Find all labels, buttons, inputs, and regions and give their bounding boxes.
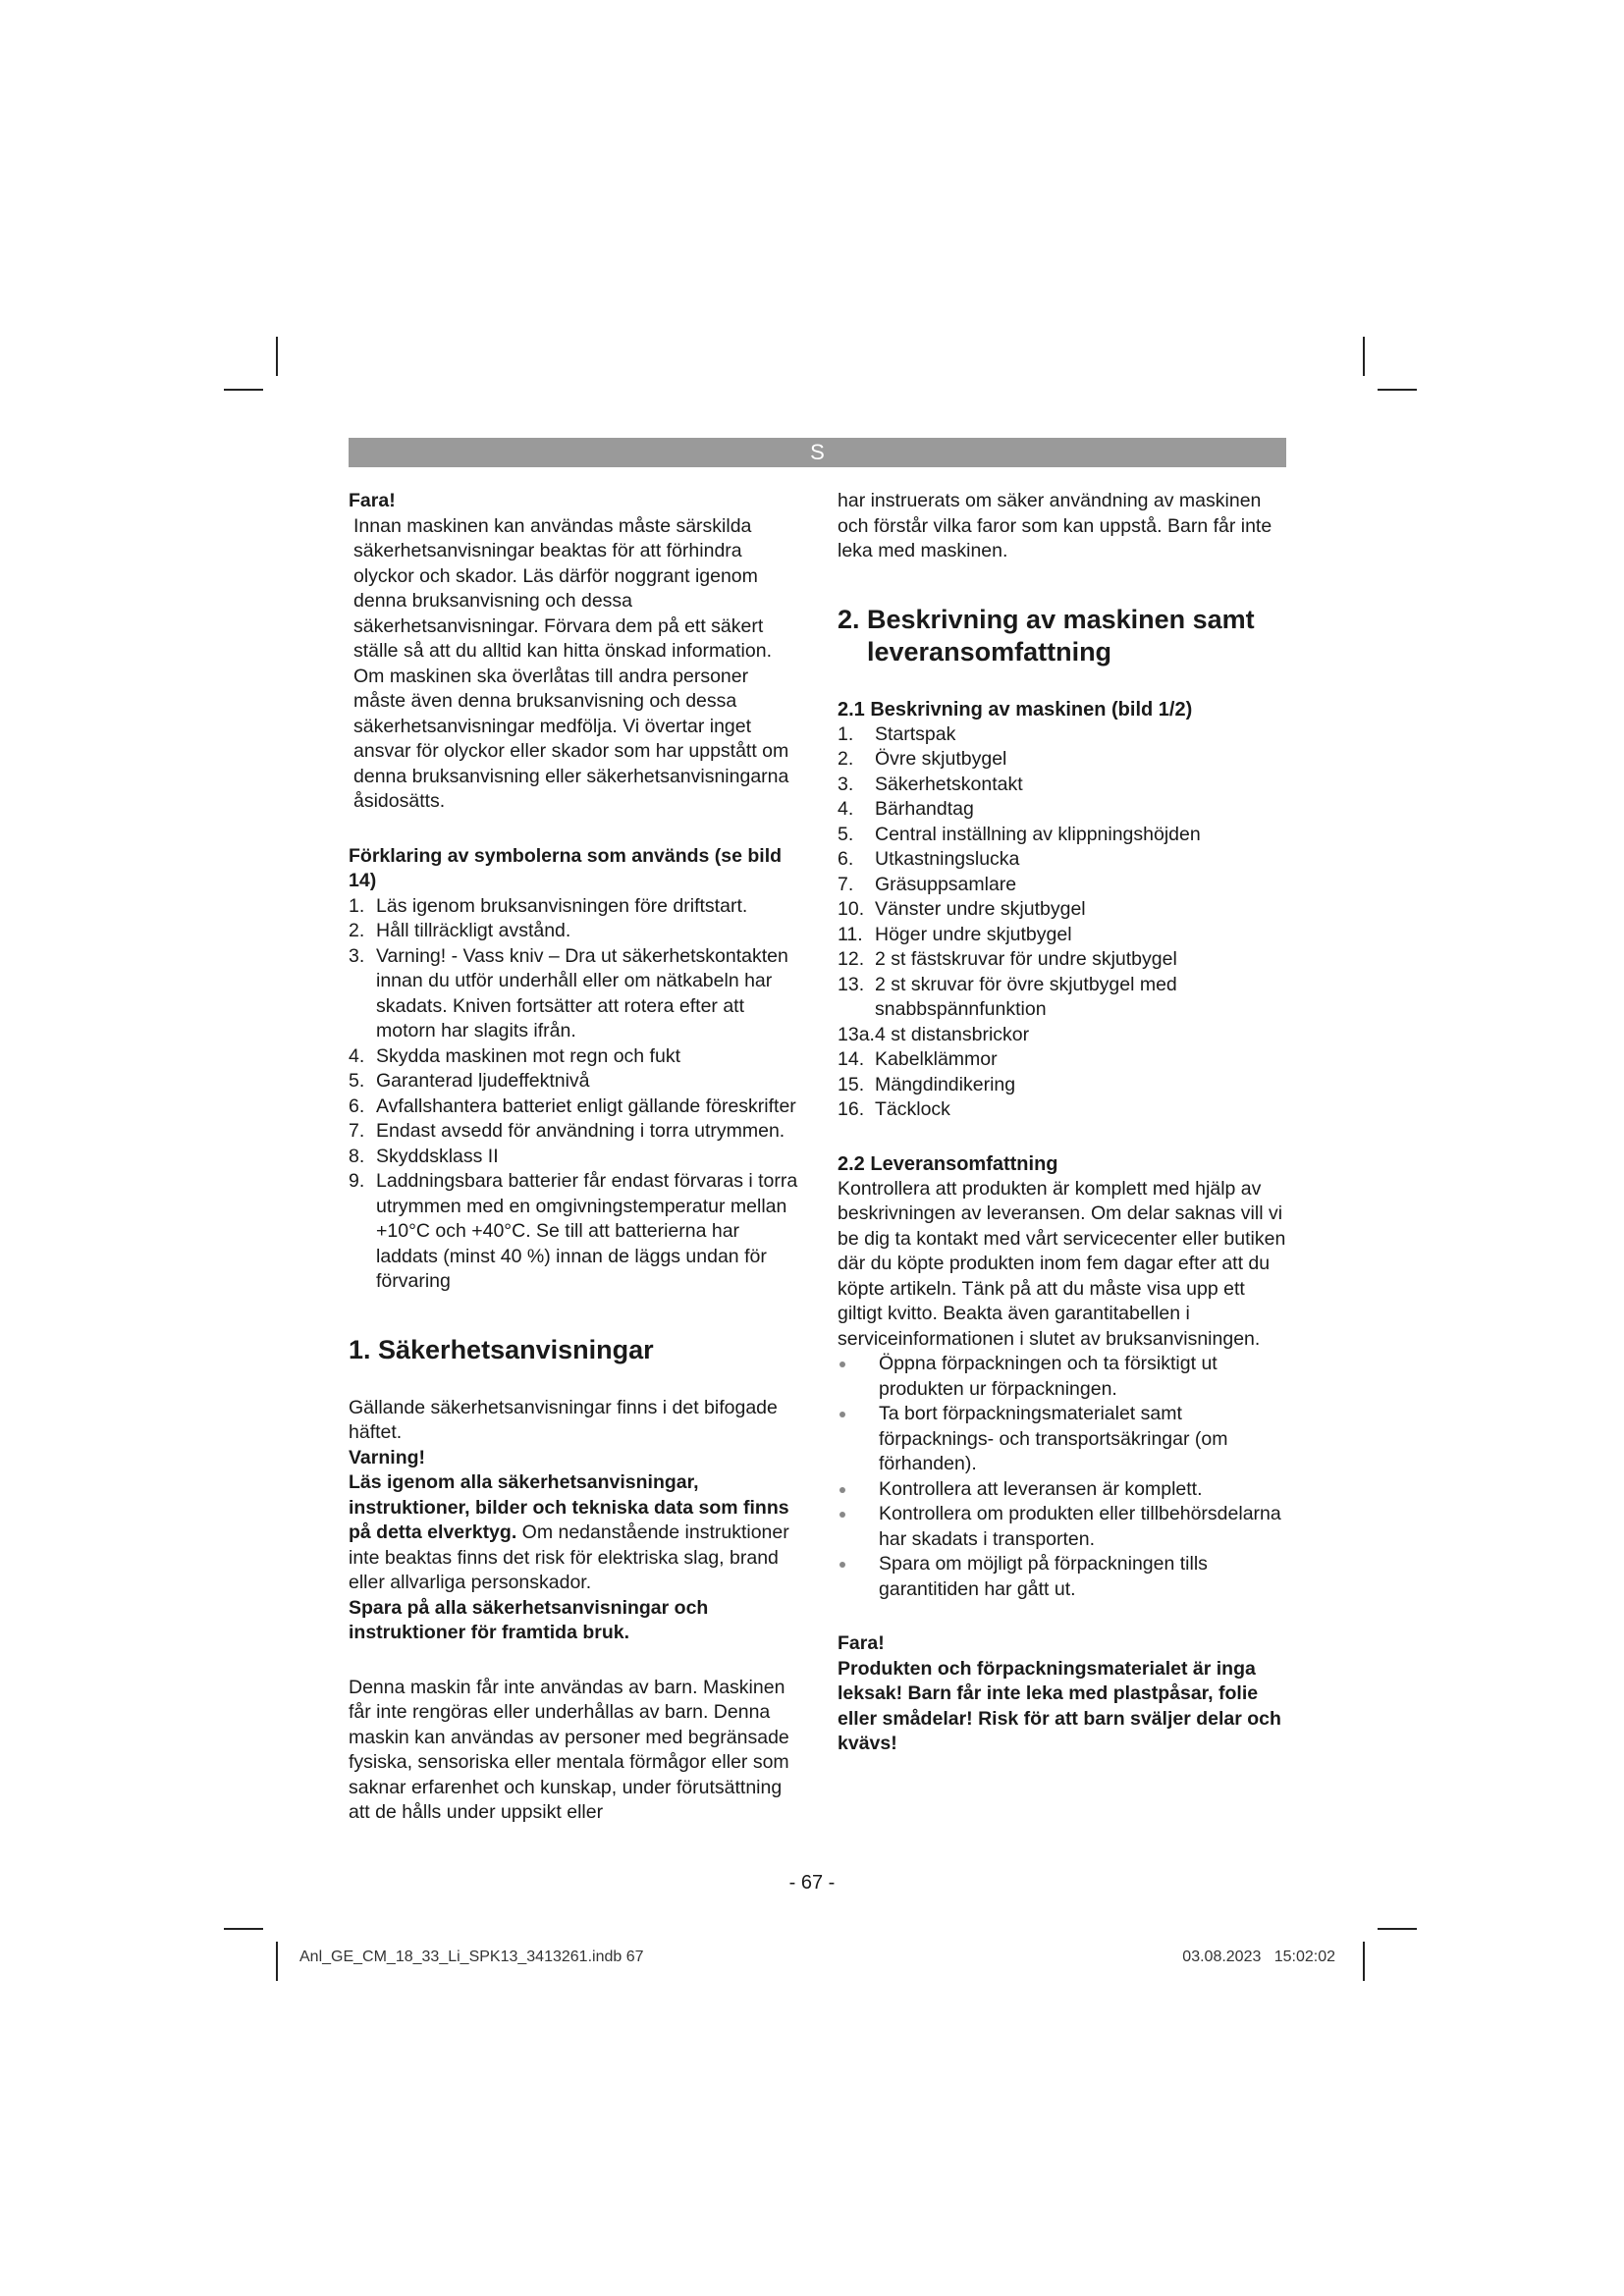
part-item-text: Vänster undre skjutbygel (875, 898, 1086, 920)
symbol-item-text: Skyddsklass II (376, 1145, 499, 1167)
part-item (838, 947, 1289, 973)
symbol-item-number: 4. (349, 1044, 365, 1067)
danger-heading: Fara! (349, 490, 396, 511)
part-item-number: 15. (838, 1073, 865, 1095)
part-item (838, 1073, 1289, 1098)
crop-mark-br-v (1363, 1942, 1365, 1981)
part-item-number: 14. (838, 1048, 865, 1070)
symbol-item-text: Avfallshantera batteriet enligt gällande föreskrifter (376, 1095, 796, 1117)
symbol-item (349, 1119, 800, 1145)
symbol-item (349, 944, 800, 1044)
part-item-text: 2 st skruvar för övre skjutbygel med snabbspännfunktion (875, 973, 1177, 1020)
part-item-number: 1. (838, 722, 854, 745)
print-date: 03.08.2023 (1182, 1949, 1262, 1965)
part-item (838, 923, 1289, 948)
print-time: 15:02:02 (1273, 1949, 1335, 1965)
part-item (838, 773, 1289, 798)
part-item-text: Bärhandtag (875, 798, 974, 820)
part-item (838, 1097, 1289, 1123)
section-1-heading (349, 1334, 800, 1366)
parts-list (838, 722, 1289, 1123)
part-item-number: 4. (838, 798, 854, 820)
section-1-children-text: Denna maskin får inte användas av barn. Maskinen får inte rengöras eller underhållas av barn. Denna maskin kan användas av personer med begränsade fysiska, sensoriska eller mentala förmågor eller som saknar erfarenhet och kunskap, under förutsättning att de hålls under uppsikt eller (349, 1676, 789, 1823)
crop-mark-br-h (1378, 1928, 1417, 1930)
part-item-number: 5. (838, 823, 854, 845)
section-2-number: 2. (838, 604, 860, 634)
section-1-bold-1: Läs igenom alla säkerhetsanvisningar, instruktioner, bilder och tekniska data som finns på detta elverktyg. (349, 1471, 789, 1543)
file-info: Anl_GE_CM_18_33_Li_SPK13_3413261.indb 67 (299, 1949, 644, 1965)
part-item-number: 2. (838, 748, 854, 770)
symbol-item-number: 3. (349, 944, 365, 967)
part-item-number: 11. (838, 923, 863, 945)
symbol-item-text: Endast avsedd för användning i torra utrymmen. (376, 1120, 785, 1142)
symbol-item-number: 1. (349, 894, 365, 917)
part-item (838, 747, 1289, 773)
symbols-list (349, 894, 800, 1295)
part-item (838, 1047, 1289, 1073)
left-column (349, 489, 800, 1826)
section-1-title: Säkerhetsanvisningar (378, 1334, 654, 1364)
bullet-icon (839, 1512, 845, 1518)
checklist-item (838, 1502, 1289, 1552)
part-item-text: Övre skjutbygel (875, 748, 1007, 770)
crop-mark-tl-v (276, 337, 278, 376)
section-2-title: Beskrivning av maskinen samt leveransomfattning (867, 604, 1255, 667)
part-item (838, 1023, 1289, 1048)
symbols-heading: Förklaring av symbolerna som används (se bild 14) (349, 844, 783, 891)
danger-heading-2: Fara! (838, 1632, 885, 1654)
right-column (838, 489, 1289, 1757)
symbol-item-number: 8. (349, 1145, 365, 1167)
bullet-icon (839, 1562, 845, 1568)
part-item-text: Täcklock (875, 1098, 950, 1120)
delivery-text: Kontrollera att produkten är komplett med hjälp av beskrivningen av leveransen. Om delar saknas vill vi be dig ta kontakt med vårt servicecenter eller butiken där du köpte produkten inom fem dagar efter att du köpte artikeln. Tänk på att du måste visa upp ett giltigt kvitto. Beakta även garantitabellen i serviceinformationen i slutet av bruksanvisningen. (838, 1177, 1286, 1350)
section-1-bold-2: Spara på alla säkerhetsanvisningar och instruktioner för framtida bruk. (349, 1596, 709, 1643)
part-item-text: Kabelklämmor (875, 1048, 998, 1070)
part-item (838, 897, 1289, 923)
checklist-item (838, 1477, 1289, 1503)
checklist-item-text: Kontrollera om produkten eller tillbehörsdelarna har skadats i transporten. (879, 1503, 1281, 1550)
part-item-number: 10. (838, 898, 865, 920)
part-item-text: Central inställning av klippningshöjden (875, 823, 1201, 845)
continued-text: har instruerats om säker användning av maskinen och förstår vilka faror som kan uppstå. Barn får inte leka med maskinen. (838, 490, 1272, 561)
page-number: - 67 - (788, 1872, 836, 1894)
part-item (838, 973, 1289, 1023)
symbol-item-text: Varning! - Vass kniv – Dra ut säkerhetskontakten innan du utför underhåll eller om nätkabeln har skadats. Kniven fortsätter att rotera efter att motorn har slagits ifrån. (376, 944, 788, 1041)
part-item-number: 16. (838, 1098, 865, 1120)
part-item (838, 797, 1289, 823)
symbol-item-text: Garanterad ljudeffektnivå (376, 1070, 590, 1092)
part-item-text: Mängdindikering (875, 1073, 1016, 1095)
part-item-number: 13a. (838, 1023, 875, 1045)
symbol-item (349, 1095, 800, 1120)
delivery-checklist (838, 1352, 1289, 1602)
part-item-number: 6. (838, 848, 854, 870)
symbol-item-number: 7. (349, 1120, 365, 1142)
section-1-normal-1: Om nedanstående instruktioner inte beaktas finns det risk för elektriska slag, brand eller allvarliga personskador. (349, 1522, 789, 1593)
crop-mark-tl-h (224, 389, 263, 391)
part-item-number: 13. (838, 973, 865, 995)
part-item-number: 7. (838, 873, 854, 895)
symbol-item-number: 2. (349, 920, 365, 941)
bullet-icon (839, 1362, 845, 1367)
section-1-intro: Gällande säkerhetsanvisningar finns i det bifogade häftet. (349, 1396, 778, 1443)
bullet-icon (839, 1412, 845, 1417)
section-1-instructions (349, 1470, 800, 1596)
print-timestamp (1159, 1949, 1335, 1966)
section-2-heading (838, 604, 1289, 668)
checklist-item (838, 1402, 1289, 1477)
checklist-item-text: Spara om möjligt på förpackningen tills garantitiden har gått ut. (879, 1553, 1208, 1600)
crop-mark-bl-h (224, 1928, 263, 1930)
section-1-warning: Varning! (349, 1446, 426, 1468)
language-header-bar (349, 438, 1286, 467)
language-label: S (810, 440, 825, 464)
part-item-text: Säkerhetskontakt (875, 773, 1023, 795)
crop-mark-tr-h (1378, 389, 1417, 391)
section-1-number: 1. (349, 1334, 371, 1364)
symbol-item (349, 1044, 800, 1070)
danger-text: Innan maskinen kan användas måste särskilda säkerhetsanvisningar beaktas för att förhindra olyckor och skador. Läs därför noggrant igenom denna bruksanvisning och dessa säkerhetsanvisningar. Förvara dem på ett säkert ställe så att du alltid kan hitta önskad information. Om maskinen ska överlåtas till andra personer måste även denna bruksanvisning och dessa säkerhetsanvisningar medfölja. Vi övertar inget ansvar för olyckor eller skador som har uppstått om denna bruksanvisning eller säkerhetsanvisningarna åsidosätts. (353, 514, 789, 812)
symbol-item (349, 1169, 800, 1295)
symbol-item (349, 1145, 800, 1170)
symbol-item (349, 894, 800, 920)
symbol-item (349, 919, 800, 944)
part-item-text: 4 st distansbrickor (875, 1023, 1030, 1045)
symbol-item-text: Laddningsbara batterier får endast förvaras i torra utrymmen med en omgivningstemperatur mellan +10°C och +40°C. Se till att batterierna har laddats (minst 40 %) innan de läggs undan för förvaring (376, 1170, 798, 1292)
part-item-number: 3. (838, 773, 854, 795)
checklist-item (838, 1552, 1289, 1602)
crop-mark-tr-v (1363, 337, 1365, 376)
part-item-text: Startspak (875, 722, 956, 745)
part-item (838, 873, 1289, 898)
part-item-text: Höger undre skjutbygel (875, 923, 1072, 945)
crop-mark-bl-v (276, 1942, 278, 1981)
symbol-item-number: 6. (349, 1095, 365, 1117)
checklist-item-text: Kontrollera att leveransen är komplett. (879, 1477, 1203, 1500)
symbol-item-text: Håll tillräckligt avstånd. (376, 920, 571, 941)
symbol-item-text: Skydda maskinen mot regn och fukt (376, 1044, 680, 1067)
subsection-2-1-heading: 2.1 Beskrivning av maskinen (bild 1/2) (838, 698, 1193, 721)
part-item (838, 823, 1289, 848)
symbol-item-number: 9. (349, 1170, 365, 1192)
part-item (838, 847, 1289, 873)
symbol-item-number: 5. (349, 1070, 365, 1092)
danger-warning-text: Produkten och förpackningsmaterialet är inga leksak! Barn får inte leka med plastpåsar, folie eller smådelar! Risk för att barn sväljer delar och kvävs! (838, 1657, 1281, 1754)
part-item-text: Utkastningslucka (875, 848, 1020, 870)
symbol-item-text: Läs igenom bruksanvisningen före driftstart. (376, 894, 748, 917)
part-item-text: 2 st fästskruvar för undre skjutbygel (875, 948, 1177, 970)
subsection-2-2-heading: 2.2 Leveransomfattning (838, 1152, 1058, 1175)
part-item-text: Gräsuppsamlare (875, 873, 1017, 895)
checklist-item-text: Öppna förpackningen och ta försiktigt ut produkten ur förpackningen. (879, 1353, 1218, 1400)
bullet-icon (839, 1487, 845, 1493)
checklist-item-text: Ta bort förpackningsmaterialet samt förpacknings- och transportsäkringar (om förhanden). (879, 1403, 1228, 1474)
symbol-item (349, 1069, 800, 1095)
checklist-item (838, 1352, 1289, 1402)
part-item-number: 12. (838, 948, 865, 970)
part-item (838, 722, 1289, 748)
